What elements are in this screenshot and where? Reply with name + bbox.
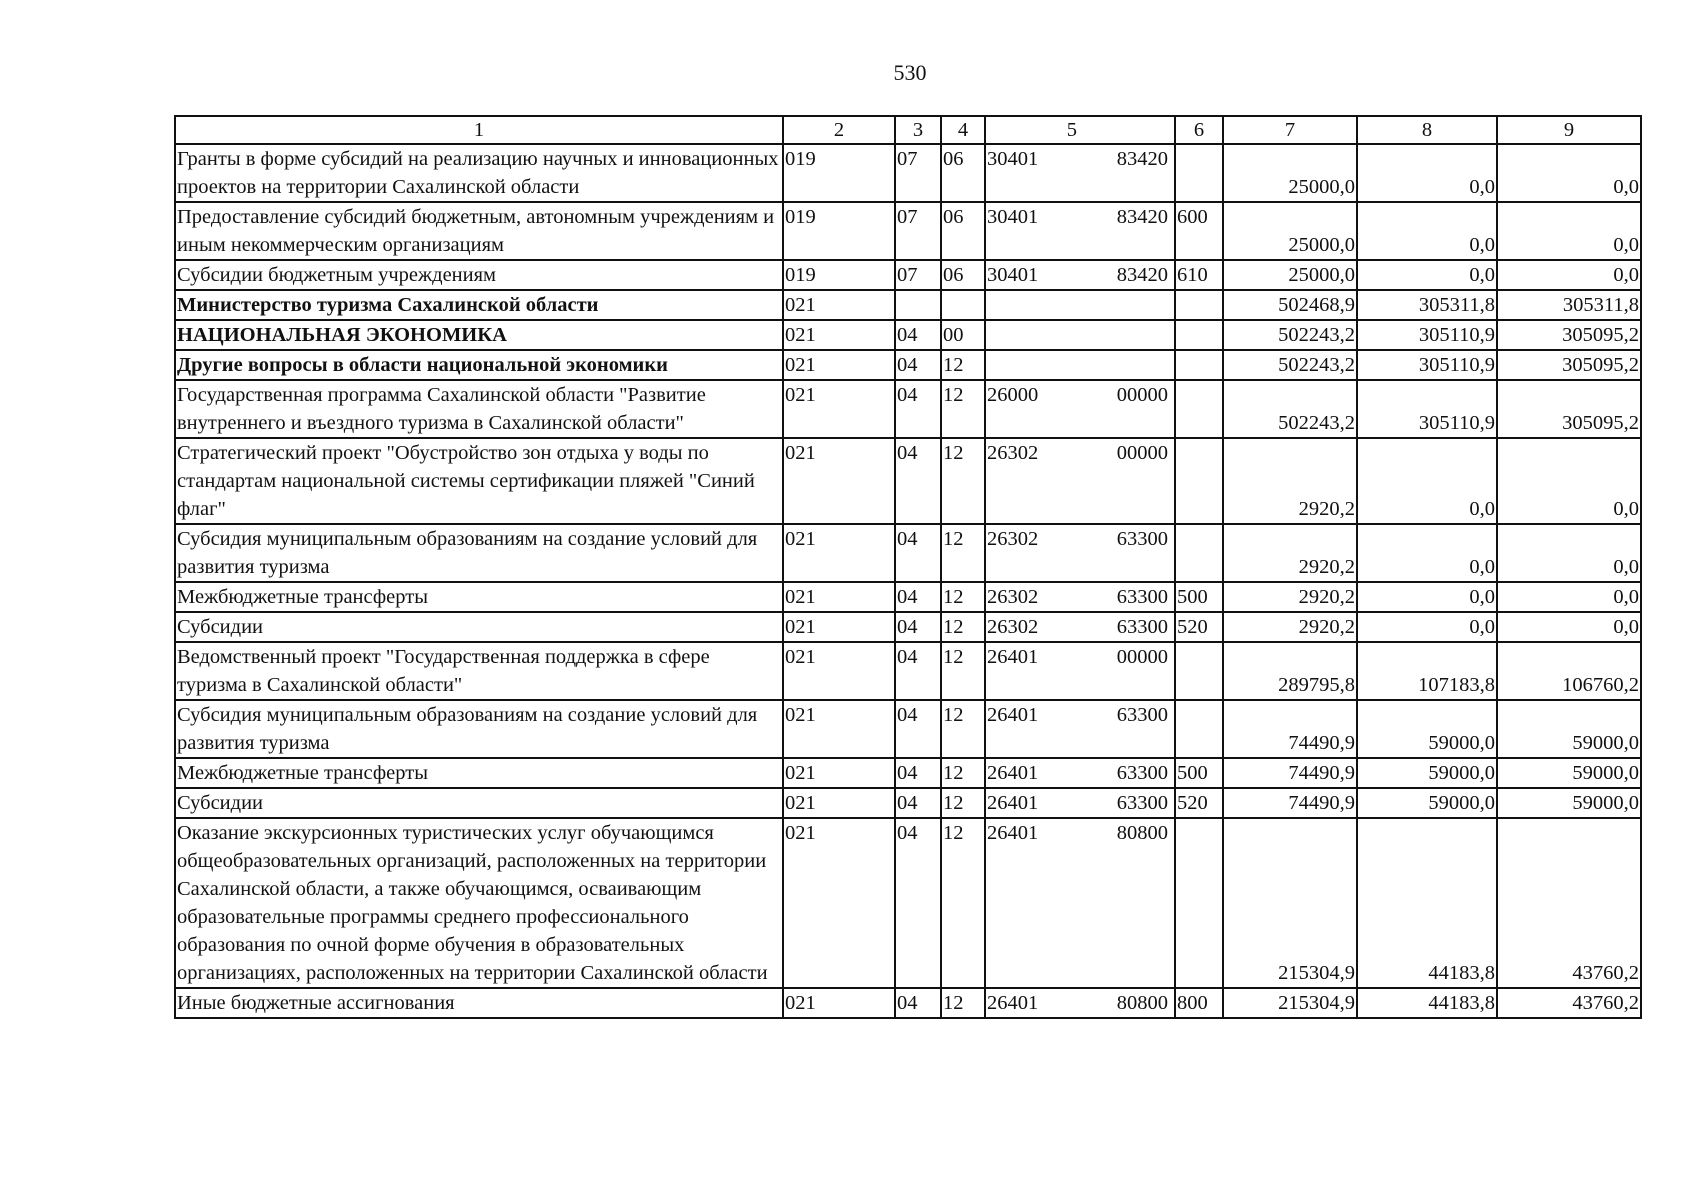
- section-code-cell: 04: [895, 788, 941, 818]
- row-name-cell: Субсидии: [175, 788, 783, 818]
- direction-code-cell: 63300: [1077, 700, 1175, 758]
- subsection-code-cell: 06: [941, 260, 985, 290]
- expense-type-cell: 610: [1175, 260, 1223, 290]
- header-cell-6: 6: [1175, 116, 1223, 144]
- admin-code-cell: 021: [783, 988, 895, 1018]
- program-code-cell: [985, 350, 1077, 380]
- table-row: [175, 144, 1641, 202]
- amount-col9-cell: 305095,2: [1497, 350, 1641, 380]
- amount-col8-cell: 305110,9: [1357, 350, 1497, 380]
- admin-code-cell: 021: [783, 758, 895, 788]
- row-name-cell: Межбюджетные трансферты: [175, 758, 783, 788]
- subsection-code-cell: 12: [941, 788, 985, 818]
- row-name-cell: Субсидия муниципальным образованиям на создание условий для развития туризма: [175, 524, 783, 582]
- header-cell-4: 4: [941, 116, 985, 144]
- amount-col7-cell: 2920,2: [1223, 438, 1357, 524]
- header-cell-9: 9: [1497, 116, 1641, 144]
- direction-code-cell: 80800: [1077, 988, 1175, 1018]
- direction-code-cell: [1077, 290, 1175, 320]
- section-code-cell: 07: [895, 260, 941, 290]
- amount-col8-cell: 0,0: [1357, 202, 1497, 260]
- direction-code-cell: 83420: [1077, 202, 1175, 260]
- amount-col8-cell: 107183,8: [1357, 642, 1497, 700]
- subsection-code-cell: 12: [941, 350, 985, 380]
- amount-col8-cell: 59000,0: [1357, 700, 1497, 758]
- program-code-cell: 26302: [985, 582, 1077, 612]
- amount-col8-cell: 305110,9: [1357, 320, 1497, 350]
- subsection-code-cell: 12: [941, 988, 985, 1018]
- row-name-cell: Гранты в форме субсидий на реализацию научных и инновационных проектов на территории Сахалинской области: [175, 144, 783, 202]
- expense-type-cell: 500: [1175, 758, 1223, 788]
- amount-col7-cell: 2920,2: [1223, 582, 1357, 612]
- amount-col8-cell: 0,0: [1357, 260, 1497, 290]
- amount-col7-cell: 289795,8: [1223, 642, 1357, 700]
- amount-col7-cell: 215304,9: [1223, 988, 1357, 1018]
- section-code-cell: 04: [895, 818, 941, 988]
- direction-code-cell: 80800: [1077, 818, 1175, 988]
- table-row: [175, 202, 1641, 260]
- subsection-code-cell: 06: [941, 202, 985, 260]
- amount-col7-cell: 2920,2: [1223, 612, 1357, 642]
- section-code-cell: [895, 290, 941, 320]
- program-code-cell: 26302: [985, 524, 1077, 582]
- table-row: [175, 320, 1641, 350]
- amount-col7-cell: 215304,9: [1223, 818, 1357, 988]
- amount-col9-cell: 59000,0: [1497, 788, 1641, 818]
- section-code-cell: 04: [895, 524, 941, 582]
- subsection-code-cell: 12: [941, 612, 985, 642]
- expense-type-cell: 500: [1175, 582, 1223, 612]
- table-row: [175, 438, 1641, 524]
- table-row: [175, 788, 1641, 818]
- amount-col8-cell: 0,0: [1357, 582, 1497, 612]
- amount-col7-cell: 2920,2: [1223, 524, 1357, 582]
- direction-code-cell: 00000: [1077, 642, 1175, 700]
- expense-type-cell: 520: [1175, 788, 1223, 818]
- amount-col8-cell: 0,0: [1357, 524, 1497, 582]
- table-row: [175, 524, 1641, 582]
- expense-type-cell: 600: [1175, 202, 1223, 260]
- section-code-cell: 04: [895, 612, 941, 642]
- amount-col8-cell: 0,0: [1357, 438, 1497, 524]
- expense-type-cell: [1175, 144, 1223, 202]
- table-row: [175, 700, 1641, 758]
- program-code-cell: [985, 290, 1077, 320]
- table-row: [175, 582, 1641, 612]
- header-cell-8: 8: [1357, 116, 1497, 144]
- expense-type-cell: [1175, 290, 1223, 320]
- admin-code-cell: 021: [783, 350, 895, 380]
- row-name-cell: Иные бюджетные ассигнования: [175, 988, 783, 1018]
- amount-col9-cell: 0,0: [1497, 144, 1641, 202]
- subsection-code-cell: 12: [941, 380, 985, 438]
- direction-code-cell: 63300: [1077, 524, 1175, 582]
- expense-type-cell: [1175, 320, 1223, 350]
- expense-type-cell: [1175, 524, 1223, 582]
- header-cell-1: 1: [175, 116, 783, 144]
- table-row: [175, 380, 1641, 438]
- direction-code-cell: 83420: [1077, 260, 1175, 290]
- row-name-cell: Межбюджетные трансферты: [175, 582, 783, 612]
- row-name-cell: Стратегический проект "Обустройство зон отдыха у воды по стандартам национальной системы сертификации пляжей "Синий флаг": [175, 438, 783, 524]
- program-code-cell: 26401: [985, 758, 1077, 788]
- expense-type-cell: 800: [1175, 988, 1223, 1018]
- row-name-cell: Субсидии: [175, 612, 783, 642]
- amount-col7-cell: 74490,9: [1223, 700, 1357, 758]
- program-code-cell: 26401: [985, 988, 1077, 1018]
- amount-col8-cell: 0,0: [1357, 144, 1497, 202]
- table-row: [175, 350, 1641, 380]
- table-row: [175, 290, 1641, 320]
- amount-col7-cell: 74490,9: [1223, 758, 1357, 788]
- direction-code-cell: 63300: [1077, 612, 1175, 642]
- table-row: [175, 260, 1641, 290]
- row-name-cell: Государственная программа Сахалинской области "Развитие внутреннего и въездного туризма в Сахалинской области": [175, 380, 783, 438]
- amount-col8-cell: 44183,8: [1357, 988, 1497, 1018]
- amount-col8-cell: 305311,8: [1357, 290, 1497, 320]
- section-code-cell: 04: [895, 758, 941, 788]
- amount-col7-cell: 25000,0: [1223, 144, 1357, 202]
- program-code-cell: 30401: [985, 202, 1077, 260]
- section-code-cell: 07: [895, 144, 941, 202]
- program-code-cell: 26401: [985, 700, 1077, 758]
- direction-code-cell: 63300: [1077, 582, 1175, 612]
- row-name-cell: Ведомственный проект "Государственная поддержка в сфере туризма в Сахалинской области": [175, 642, 783, 700]
- header-row: [175, 116, 1641, 144]
- amount-col8-cell: 44183,8: [1357, 818, 1497, 988]
- row-name-cell: НАЦИОНАЛЬНАЯ ЭКОНОМИКА: [175, 320, 783, 350]
- direction-code-cell: 63300: [1077, 788, 1175, 818]
- amount-col7-cell: 25000,0: [1223, 202, 1357, 260]
- expense-type-cell: [1175, 642, 1223, 700]
- subsection-code-cell: 12: [941, 642, 985, 700]
- header-cell-2: 2: [783, 116, 895, 144]
- section-code-cell: 04: [895, 380, 941, 438]
- expense-type-cell: 520: [1175, 612, 1223, 642]
- amount-col9-cell: 0,0: [1497, 612, 1641, 642]
- amount-col8-cell: 305110,9: [1357, 380, 1497, 438]
- direction-code-cell: [1077, 320, 1175, 350]
- header-cell-7: 7: [1223, 116, 1357, 144]
- subsection-code-cell: 12: [941, 758, 985, 788]
- direction-code-cell: 00000: [1077, 438, 1175, 524]
- amount-col7-cell: 502243,2: [1223, 350, 1357, 380]
- admin-code-cell: 021: [783, 788, 895, 818]
- table-row: [175, 818, 1641, 988]
- direction-code-cell: 83420: [1077, 144, 1175, 202]
- section-code-cell: 04: [895, 438, 941, 524]
- amount-col9-cell: 0,0: [1497, 202, 1641, 260]
- row-name-cell: Субсидии бюджетным учреждениям: [175, 260, 783, 290]
- page-number: 530: [893, 60, 927, 85]
- subsection-code-cell: 12: [941, 700, 985, 758]
- amount-col9-cell: 43760,2: [1497, 988, 1641, 1018]
- amount-col9-cell: 0,0: [1497, 260, 1641, 290]
- amount-col9-cell: 305095,2: [1497, 320, 1641, 350]
- amount-col9-cell: 43760,2: [1497, 818, 1641, 988]
- amount-col8-cell: 59000,0: [1357, 788, 1497, 818]
- program-code-cell: 26401: [985, 818, 1077, 988]
- row-name-cell: Субсидия муниципальным образованиям на создание условий для развития туризма: [175, 700, 783, 758]
- section-code-cell: 04: [895, 700, 941, 758]
- subsection-code-cell: 12: [941, 524, 985, 582]
- admin-code-cell: 019: [783, 144, 895, 202]
- header-cell-5-cont: [1077, 116, 1175, 144]
- program-code-cell: 26000: [985, 380, 1077, 438]
- subsection-code-cell: [941, 290, 985, 320]
- amount-col8-cell: 0,0: [1357, 612, 1497, 642]
- header-cell-3: 3: [895, 116, 941, 144]
- subsection-code-cell: 12: [941, 818, 985, 988]
- admin-code-cell: 021: [783, 380, 895, 438]
- expense-type-cell: [1175, 350, 1223, 380]
- admin-code-cell: 019: [783, 260, 895, 290]
- subsection-code-cell: 12: [941, 582, 985, 612]
- program-code-cell: [985, 320, 1077, 350]
- admin-code-cell: 021: [783, 290, 895, 320]
- subsection-code-cell: 00: [941, 320, 985, 350]
- program-code-cell: 26401: [985, 642, 1077, 700]
- program-code-cell: 30401: [985, 260, 1077, 290]
- row-name-cell: Оказание экскурсионных туристических услуг обучающимся общеобразовательных организаций, расположенных на территории Сахалинской области, а также обучающимся, осваивающим образовательные программы среднего профессионального образования по очной форме обучения в образовательных организациях, расположенных на территории Сахалинской области: [175, 818, 783, 988]
- amount-col7-cell: 502243,2: [1223, 320, 1357, 350]
- table-row: [175, 758, 1641, 788]
- admin-code-cell: 021: [783, 438, 895, 524]
- table-row: [175, 612, 1641, 642]
- program-code-cell: 26302: [985, 612, 1077, 642]
- section-code-cell: 07: [895, 202, 941, 260]
- amount-col7-cell: 502468,9: [1223, 290, 1357, 320]
- program-code-cell: 30401: [985, 144, 1077, 202]
- row-name-cell: Министерство туризма Сахалинской области: [175, 290, 783, 320]
- admin-code-cell: 021: [783, 320, 895, 350]
- direction-code-cell: 63300: [1077, 758, 1175, 788]
- amount-col9-cell: 106760,2: [1497, 642, 1641, 700]
- admin-code-cell: 021: [783, 582, 895, 612]
- row-name-cell: Другие вопросы в области национальной экономики: [175, 350, 783, 380]
- expense-type-cell: [1175, 700, 1223, 758]
- expense-type-cell: [1175, 438, 1223, 524]
- subsection-code-cell: 06: [941, 144, 985, 202]
- row-name-cell: Предоставление субсидий бюджетным, автономным учреждениям и иным некоммерческим организациям: [175, 202, 783, 260]
- header-cell-5: 5: [985, 116, 1077, 144]
- section-code-cell: 04: [895, 582, 941, 612]
- program-code-cell: 26401: [985, 788, 1077, 818]
- amount-col7-cell: 74490,9: [1223, 788, 1357, 818]
- amount-col9-cell: 0,0: [1497, 582, 1641, 612]
- amount-col7-cell: 502243,2: [1223, 380, 1357, 438]
- amount-col9-cell: 0,0: [1497, 524, 1641, 582]
- direction-code-cell: 00000: [1077, 380, 1175, 438]
- amount-col7-cell: 25000,0: [1223, 260, 1357, 290]
- admin-code-cell: 019: [783, 202, 895, 260]
- table-row: [175, 642, 1641, 700]
- admin-code-cell: 021: [783, 642, 895, 700]
- program-code-cell: 26302: [985, 438, 1077, 524]
- admin-code-cell: 021: [783, 612, 895, 642]
- section-code-cell: 04: [895, 642, 941, 700]
- amount-col9-cell: 59000,0: [1497, 700, 1641, 758]
- subsection-code-cell: 12: [941, 438, 985, 524]
- expense-type-cell: [1175, 818, 1223, 988]
- expense-type-cell: [1175, 380, 1223, 438]
- amount-col9-cell: 305095,2: [1497, 380, 1641, 438]
- section-code-cell: 04: [895, 350, 941, 380]
- admin-code-cell: 021: [783, 524, 895, 582]
- budget-table: [174, 115, 1642, 1019]
- table-row: [175, 988, 1641, 1018]
- section-code-cell: 04: [895, 320, 941, 350]
- direction-code-cell: [1077, 350, 1175, 380]
- admin-code-cell: 021: [783, 700, 895, 758]
- amount-col9-cell: 0,0: [1497, 438, 1641, 524]
- amount-col9-cell: 59000,0: [1497, 758, 1641, 788]
- admin-code-cell: 021: [783, 818, 895, 988]
- amount-col8-cell: 59000,0: [1357, 758, 1497, 788]
- amount-col9-cell: 305311,8: [1497, 290, 1641, 320]
- section-code-cell: 04: [895, 988, 941, 1018]
